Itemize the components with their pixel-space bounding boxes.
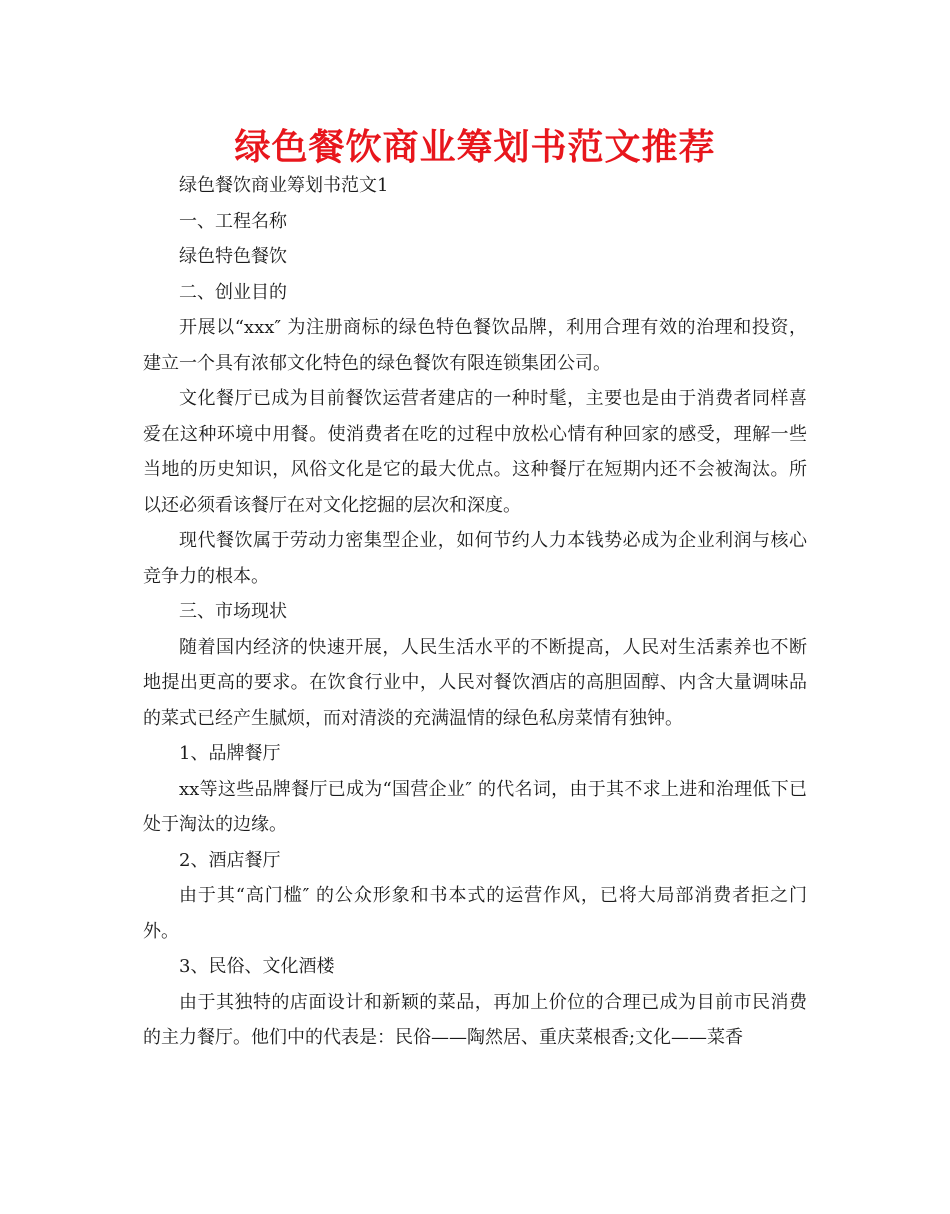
document-body bbox=[143, 168, 807, 1056]
paragraph: 由于其独特的店面设计和新颖的菜品，再加上价位的合理已成为目前市民消费的主力餐厅。他们中的代表是：民俗——陶然居、重庆菜根香;文化——菜香 bbox=[143, 991, 807, 1048]
subtitle-paragraph: 绿色餐饮商业筹划书范文1 bbox=[179, 175, 389, 196]
paragraph: 开展以“xxx″ 为注册商标的绿色特色餐饮品牌，利用合理有效的治理和投资，建立一个具有浓郁文化特色的绿色餐饮有限连锁集团公司。 bbox=[143, 317, 807, 374]
paragraph: 绿色特色餐饮 bbox=[179, 246, 287, 267]
paragraph: xx等这些品牌餐厅已成为“国营企业″ 的代名词，由于其不求上进和治理低下已处于淘汰的边缘。 bbox=[143, 778, 807, 835]
paragraph: 现代餐饮属于劳动力密集型企业，如何节约人力本钱势必成为企业利润与核心竞争力的根本。 bbox=[143, 530, 807, 587]
subheading-hotel-restaurant: 2、酒店餐厅 bbox=[179, 849, 281, 871]
subheading-folk-culture: 3、民俗、文化酒楼 bbox=[179, 956, 335, 977]
paragraph: 由于其“高门槛″ 的公众形象和书本式的运营作风，已将大局部消费者拒之门外。 bbox=[143, 885, 807, 942]
subheading-brand-restaurant: 1、品牌餐厅 bbox=[179, 743, 281, 764]
paragraph: 文化餐厅已成为目前餐饮运营者建店的一种时髦，主要也是由于消费者同样喜爱在这种环境中用餐。使消费者在吃的过程中放松心情有种回家的感受，理解一些当地的历史知识，风俗文化是它的最大优点。这种餐厅在短期内还不会被淘汰。所以还必须看该餐厅在对文化挖掘的层次和深度。 bbox=[143, 388, 807, 516]
section-heading-market: 三、市场现状 bbox=[179, 601, 287, 622]
section-heading-purpose: 二、创业目的 bbox=[179, 281, 287, 303]
section-heading-project-name: 一、工程名称 bbox=[179, 210, 287, 232]
paragraph: 随着国内经济的快速开展，人民生活水平的不断提高，人民对生活素养也不断地提出更高的要求。在饮食行业中，人民对餐饮酒店的高胆固醇、内含大量调味品的菜式已经产生腻烦，而对清淡的充满温情的绿色私房菜情有独钟。 bbox=[143, 636, 807, 729]
page-title: 绿色餐饮商业筹划书范文推荐 bbox=[234, 127, 716, 168]
